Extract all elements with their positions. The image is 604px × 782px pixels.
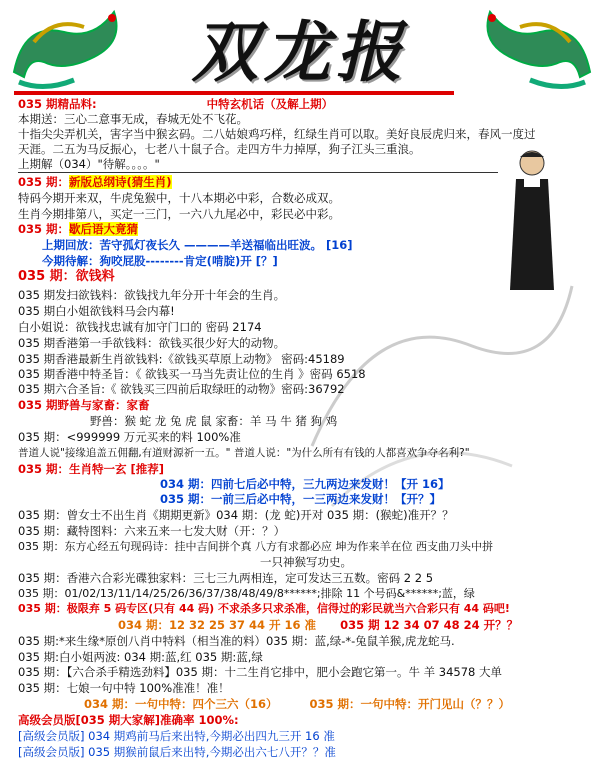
divider: [18, 172, 498, 173]
dragon-icon-left: [4, 2, 144, 94]
section-heading: 035 期精品料:: [18, 97, 97, 111]
line-23: 普道人说"接缘追盖五佣翻,有道财源祈一五。" 普道人说："为什么所有有钱的人都喜欢争夺名利?": [18, 447, 470, 459]
line-1: [18, 97, 333, 111]
header: [0, 0, 604, 100]
dragon-icon-right: [450, 2, 600, 94]
line-36: 035 期:白小姐两波: 034 期:蓝,红 035 期:蓝,绿: [18, 650, 263, 664]
line-29: 035 期：东方心经五句现码诗：挂中吉间拼个真 八方有求都必应 坤为作来羊在位 西支曲刀头中拼: [18, 540, 493, 553]
line-10: [42, 238, 353, 252]
line-11: [42, 254, 278, 268]
line-7: 特码今期开来双，牛虎兔猴中，十八本期必中彩，合数必成双。: [18, 191, 340, 205]
line-14: 035 期白小姐欲钱料马会内幕!: [18, 304, 175, 318]
line-37: 035 期：【六合杀手精选劲料】035 期：十二生肖它排中，肥小会跑它第一。牛 羊 34578 大单: [18, 665, 503, 679]
page-title: 双龙报: [192, 13, 408, 91]
line-3: 十指尖尖弄机关，害字当中猴玄码。二八姑娘鸡巧样，红绿生肖可以取。美好良辰虎归来，春风一度过: [18, 127, 536, 141]
line-21: 野兽：猴 蛇 龙 兔 虎 鼠 家畜：羊 马 牛 猪 狗 鸡: [90, 414, 338, 428]
line-39-a: 034 期：一句中特：四个三六（16）: [84, 697, 278, 711]
line-10-text: 上期回放：苦守孤灯夜长久 ————羊送福临出旺波。: [42, 238, 323, 252]
line-22: 035 期：<999999 万元买来的料 100%准: [18, 430, 241, 444]
line-11-answer: [？]: [255, 254, 278, 268]
line-6-prefix: 035 期：: [18, 175, 70, 189]
line-34-a: 034 期：12 32 25 37 44 开 16 准: [118, 618, 317, 632]
line-9-prefix: 035 期：: [18, 222, 70, 236]
line-42: [高级会员版] 035 期猴前鼠后来出特,今期必出六七八开？？准: [18, 745, 336, 759]
line-4: 天涯。二五为马反振心，七老八十鼠子合。走四方牛力掉厚，狗子江头三重浪。: [18, 142, 421, 156]
line-13: 035 期发扫欲钱料：欲钱找九年分开十年会的生肖。: [18, 288, 286, 302]
line-34: [18, 618, 518, 632]
line-39: [18, 697, 510, 711]
line-5: 上期解（034）"待解。。。。": [18, 157, 160, 171]
line-18: 035 期香港中特圣旨：《 欲钱买一马当先责让位的生肖 》密码 6518: [18, 367, 366, 381]
header-divider: [14, 91, 454, 95]
line-39-b: 035 期：一句中特：开门见山（？？）: [309, 697, 511, 711]
line-24: 035 期：生肖特一玄 [推荐]: [18, 462, 165, 476]
line-30: 一只神猴写功史。: [260, 555, 352, 569]
line-9-title: 歇后语大竟猜: [69, 222, 139, 236]
section-subheading: 中特玄机话（及解上期）: [206, 97, 334, 111]
line-6-title: 新版总纲诗(猜生肖): [69, 175, 172, 189]
line-17: 035 期香港最新生肖欲钱料:《欲钱买草原上动物》 密码:45189: [18, 352, 345, 366]
line-12: 035 期：欲钱料: [18, 269, 115, 284]
line-2: 本期送：三心二意事无成，春城无处不飞花。: [18, 112, 248, 126]
line-8: 生肖今期排第八，买定一三门，一六八九尾必中，彩民必中彩。: [18, 207, 340, 221]
line-33: 035 期：极限弃 5 码专区(只有 44 码) 不求杀多只求杀准，信得过的彩民就当六合彩只有 44 码吧!: [18, 602, 510, 615]
line-40: 高级会员版[035 期大家解]准确率 100%:: [18, 713, 239, 727]
line-20: 035 期野兽与家畜：家畜: [18, 398, 150, 412]
line-41: [高级会员版] 034 期鸡前马后来出特,今期必出四九三开 16 准: [18, 729, 335, 743]
line-9: [18, 222, 138, 236]
line-28: 035 期：藏特图料：六来五来一七发大财（开：？）: [18, 524, 286, 538]
line-11-text: 今期待解：狗咬屁股--------肯定(啃腚)开: [42, 254, 252, 268]
line-16: 035 期香港第一手欲钱料：欲钱买很少好大的动物。: [18, 336, 286, 350]
line-15: 白小姐说：欲钱找忠诚有加守门口的 密码 2174: [18, 320, 262, 334]
line-38: 035 期：七娘一句中特 100%准准！准！: [18, 681, 230, 695]
line-26: 035 期：一前三后必中特，一三两边来发财！【开？】: [160, 492, 442, 506]
line-27: 035 期：曾女士不出生肖《期期更新》034 期：(龙 蛇)开对 035 期：(猴蛇)准开？？: [18, 508, 454, 522]
line-31: 035 期：香港六合彩光碟独家料：三七三九两相连，定可发达三五数。密码 2 2 5: [18, 571, 434, 585]
line-32: 035 期：01/02/13/11/14/25/26/36/37/38/48/49/8******;排除 11 个号码&******;蓝，绿: [18, 587, 475, 600]
line-34-b: 035 期 12 34 07 48 24 开？？: [340, 618, 519, 632]
line-19: 035 期六合圣旨:《 欲钱买三四前后取绿旺的动物》密码:36792: [18, 382, 345, 396]
line-6: [18, 175, 172, 189]
line-25: 034 期：四前七后必中特，三九两边来发财！【开 16】: [160, 477, 450, 491]
line-35: 035 期:*来生缘*原创八肖中特料（相当准的料）035 期：蓝,绿-*-兔鼠羊猴,虎龙蛇马.: [18, 634, 455, 648]
line-10-answer: [16]: [326, 238, 353, 252]
